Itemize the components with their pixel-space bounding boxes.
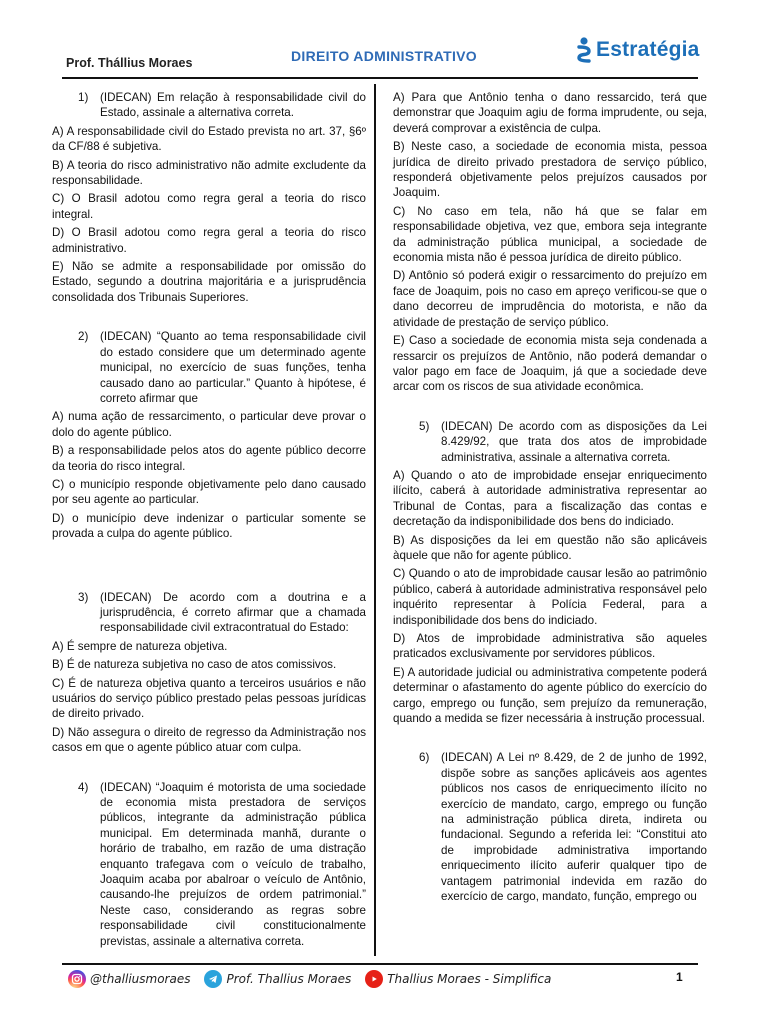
question-5	[393, 419, 707, 727]
option-b: B) a responsabilidade pelos atos do agente público decorre da teoria do risco integral.	[52, 444, 366, 473]
option-a: A) A responsabilidade civil do Estado prevista no art. 37, §6º da CF/88 é subjetiva.	[52, 124, 366, 154]
youtube-icon	[365, 970, 383, 988]
option-d: D) Antônio só poderá exigir o ressarcimento do prejuízo em face de Joaquim, pois no caso em apreço verificou-se que o dano decorreu de imprudência do motorista, e não da atividade de prestação de serviço público.	[393, 269, 707, 329]
question-number: 4)	[78, 780, 89, 794]
question-4	[52, 780, 366, 949]
question-stem: (IDECAN) De acordo com as disposições da Lei 8.429/92, que trata dos atos de improbidade administrativa, assinale a alternativa correta.	[441, 419, 707, 464]
instagram-link[interactable]	[68, 970, 190, 988]
question-stem: (IDECAN) “Quanto ao tema responsabilidade civil do estado considere que um determinado agente municipal, no exercício de suas funções, tenha causado dano ao particular.” Quanto à hipótese, é correto afirmar que	[100, 330, 366, 405]
question-number: 5)	[419, 419, 430, 433]
option-b: B) É de natureza subjetiva no caso de atos comissivos.	[52, 658, 337, 672]
header-divider	[62, 77, 698, 79]
page-number: 1	[676, 970, 683, 984]
author-name: Prof. Thállius Moraes	[66, 56, 193, 70]
option-b: B) Neste caso, a sociedade de economia mista, pessoa jurídica de direito privado prestadora de serviço público, responderá objetivamente pelos prejuízos causados por Joaquim.	[393, 140, 707, 200]
option-c: C) O Brasil adotou como regra geral a teoria do risco integral.	[52, 192, 366, 221]
question-4-options	[393, 90, 707, 395]
brand-name: Estratégia	[596, 38, 700, 61]
question-stem: (IDECAN) De acordo com a doutrina e a jurisprudência, é correto afirmar que a chamada responsabilidade civil extracontratual do Estado:	[100, 590, 366, 635]
option-c: C) o município responde objetivamente pelo dano causado por seu agente ao particular.	[52, 477, 366, 507]
question-stem: (IDECAN) Em relação à responsabilidade civil do Estado, assinale a alternativa correta.	[100, 91, 366, 120]
option-a: A) Para que Antônio tenha o dano ressarcido, terá que demonstrar que Joaquim agiu de forma imprudente, ou seja, deverá comprovar a existência de culpa.	[393, 91, 707, 135]
option-a: A) Quando o ato de improbidade ensejar enriquecimento ilícito, caberá à autoridade administrativa representar ao Tribunal de Contas, para a fiscalização das contas e decretação da indisponibilidade dos bens do indiciado.	[393, 468, 707, 529]
left-column	[52, 90, 366, 957]
question-number: 2)	[78, 330, 89, 344]
youtube-link[interactable]	[365, 970, 551, 988]
instagram-handle: @thalliusmoraes	[90, 972, 191, 986]
option-a: A) É sempre de natureza objetiva.	[52, 639, 228, 653]
option-e: E) Não se admite a responsabilidade por omissão do Estado, segundo a doutrina majoritária e a jurisprudência consolidada dos Tribunais Superiores.	[52, 260, 366, 304]
page-header	[0, 0, 768, 80]
option-b: B) As disposições da lei em questão não são aplicáveis àquele que não for agente público.	[393, 533, 707, 562]
question-number: 1)	[78, 91, 89, 104]
question-number: 3)	[78, 590, 89, 604]
brand-icon	[576, 36, 592, 64]
option-b: B) A teoria do risco administrativo não admite excludente da responsabilidade.	[52, 158, 366, 188]
question-stem: (IDECAN) A Lei nº 8.429, de 2 de junho de 1992, dispõe sobre as sanções aplicáveis aos agentes públicos nos casos de enriquecimento ilícito no exercício de mandato, cargo, emprego ou função na administração pública direta, indireta ou fundacional. Segundo a referida lei: “Constitui ato de improbidade administrativa importando enriquecimento ilícito auferir qualquer tipo de vantagem patrimonial indevida em razão do exercício de cargo, mandato, função, emprego ou	[441, 751, 707, 904]
option-e: E) A autoridade judicial ou administrativa competente poderá determinar o afastamento do agente público do exercício do cargo, emprego ou função, sem prejuízo da remuneração, quando a medida se fizer necessária à instrução processual.	[393, 665, 707, 726]
question-6	[393, 750, 707, 904]
question-2	[52, 329, 366, 541]
option-d: D) Atos de improbidade administrativa são aqueles praticados exclusivamente por servidores públicos.	[393, 632, 707, 661]
option-d: D) o município deve indenizar o particular somente se provada a culpa do agente público.	[52, 511, 366, 541]
brand-logo	[576, 36, 700, 64]
youtube-channel: Thallius Moraes - Simplifica	[387, 972, 552, 986]
option-a: A) numa ação de ressarcimento, o particular deve provar o dolo do agente público.	[52, 410, 366, 439]
footer-divider	[62, 963, 698, 965]
telegram-name: Prof. Thallius Moraes	[226, 972, 352, 986]
page-footer	[68, 970, 565, 988]
option-d: D) O Brasil adotou como regra geral a teoria do risco administrativo.	[52, 226, 366, 255]
column-divider	[374, 84, 376, 956]
option-c: C) Quando o ato de improbidade causar lesão ao patrimônio público, caberá à autoridade administrativa responsável pelo inquérito representar à Polícia Federal, para a indisponibilidade dos bens do indiciado.	[393, 567, 707, 627]
telegram-icon	[204, 970, 222, 988]
question-3	[52, 590, 366, 756]
subject-title: DIREITO ADMINISTRATIVO	[290, 48, 477, 64]
question-stem: (IDECAN) “Joaquim é motorista de uma sociedade de economia mista prestadora de serviços públicos, integrante da administração pública municipal. Em determinada manhã, durante o horário de trabalho, em razão de uma distração enquanto trafegava com o veículo de trabalho, Joaquim acaba por abalroar o veículo de Antônio, causando-lhe prejuízos de ordem patrimonial.” Neste caso, considerando as regras sobre responsabilidade civil constitucionalmente previstas, assinale a alternativa correta.	[100, 780, 366, 948]
question-number: 6)	[419, 751, 430, 765]
instagram-icon	[68, 970, 86, 988]
right-column	[393, 90, 707, 913]
option-e: E) Caso a sociedade de economia mista seja condenada a ressarcir os prejuízos de Antônio, não poderá demandar o valor pago em face de Joaquim, já que a sociedade deve arcar com os riscos de sua atividade econômica.	[393, 334, 707, 394]
option-d: D) Não assegura o direito de regresso da Administração nos casos em que o agente público atuar com culpa.	[52, 725, 366, 755]
question-1	[52, 90, 366, 305]
option-c: C) É de natureza objetiva quanto a terceiros usuários e não usuários do serviço público prestado pelas pessoas jurídicas de direito privado.	[52, 676, 366, 721]
telegram-link[interactable]	[204, 970, 351, 988]
option-c: C) No caso em tela, não há que se falar em responsabilidade objetiva, vez que, embora seja integrante da administração pública municipal, a sociedade de economia mista não é pessoa jurídica de direito público.	[393, 204, 707, 265]
